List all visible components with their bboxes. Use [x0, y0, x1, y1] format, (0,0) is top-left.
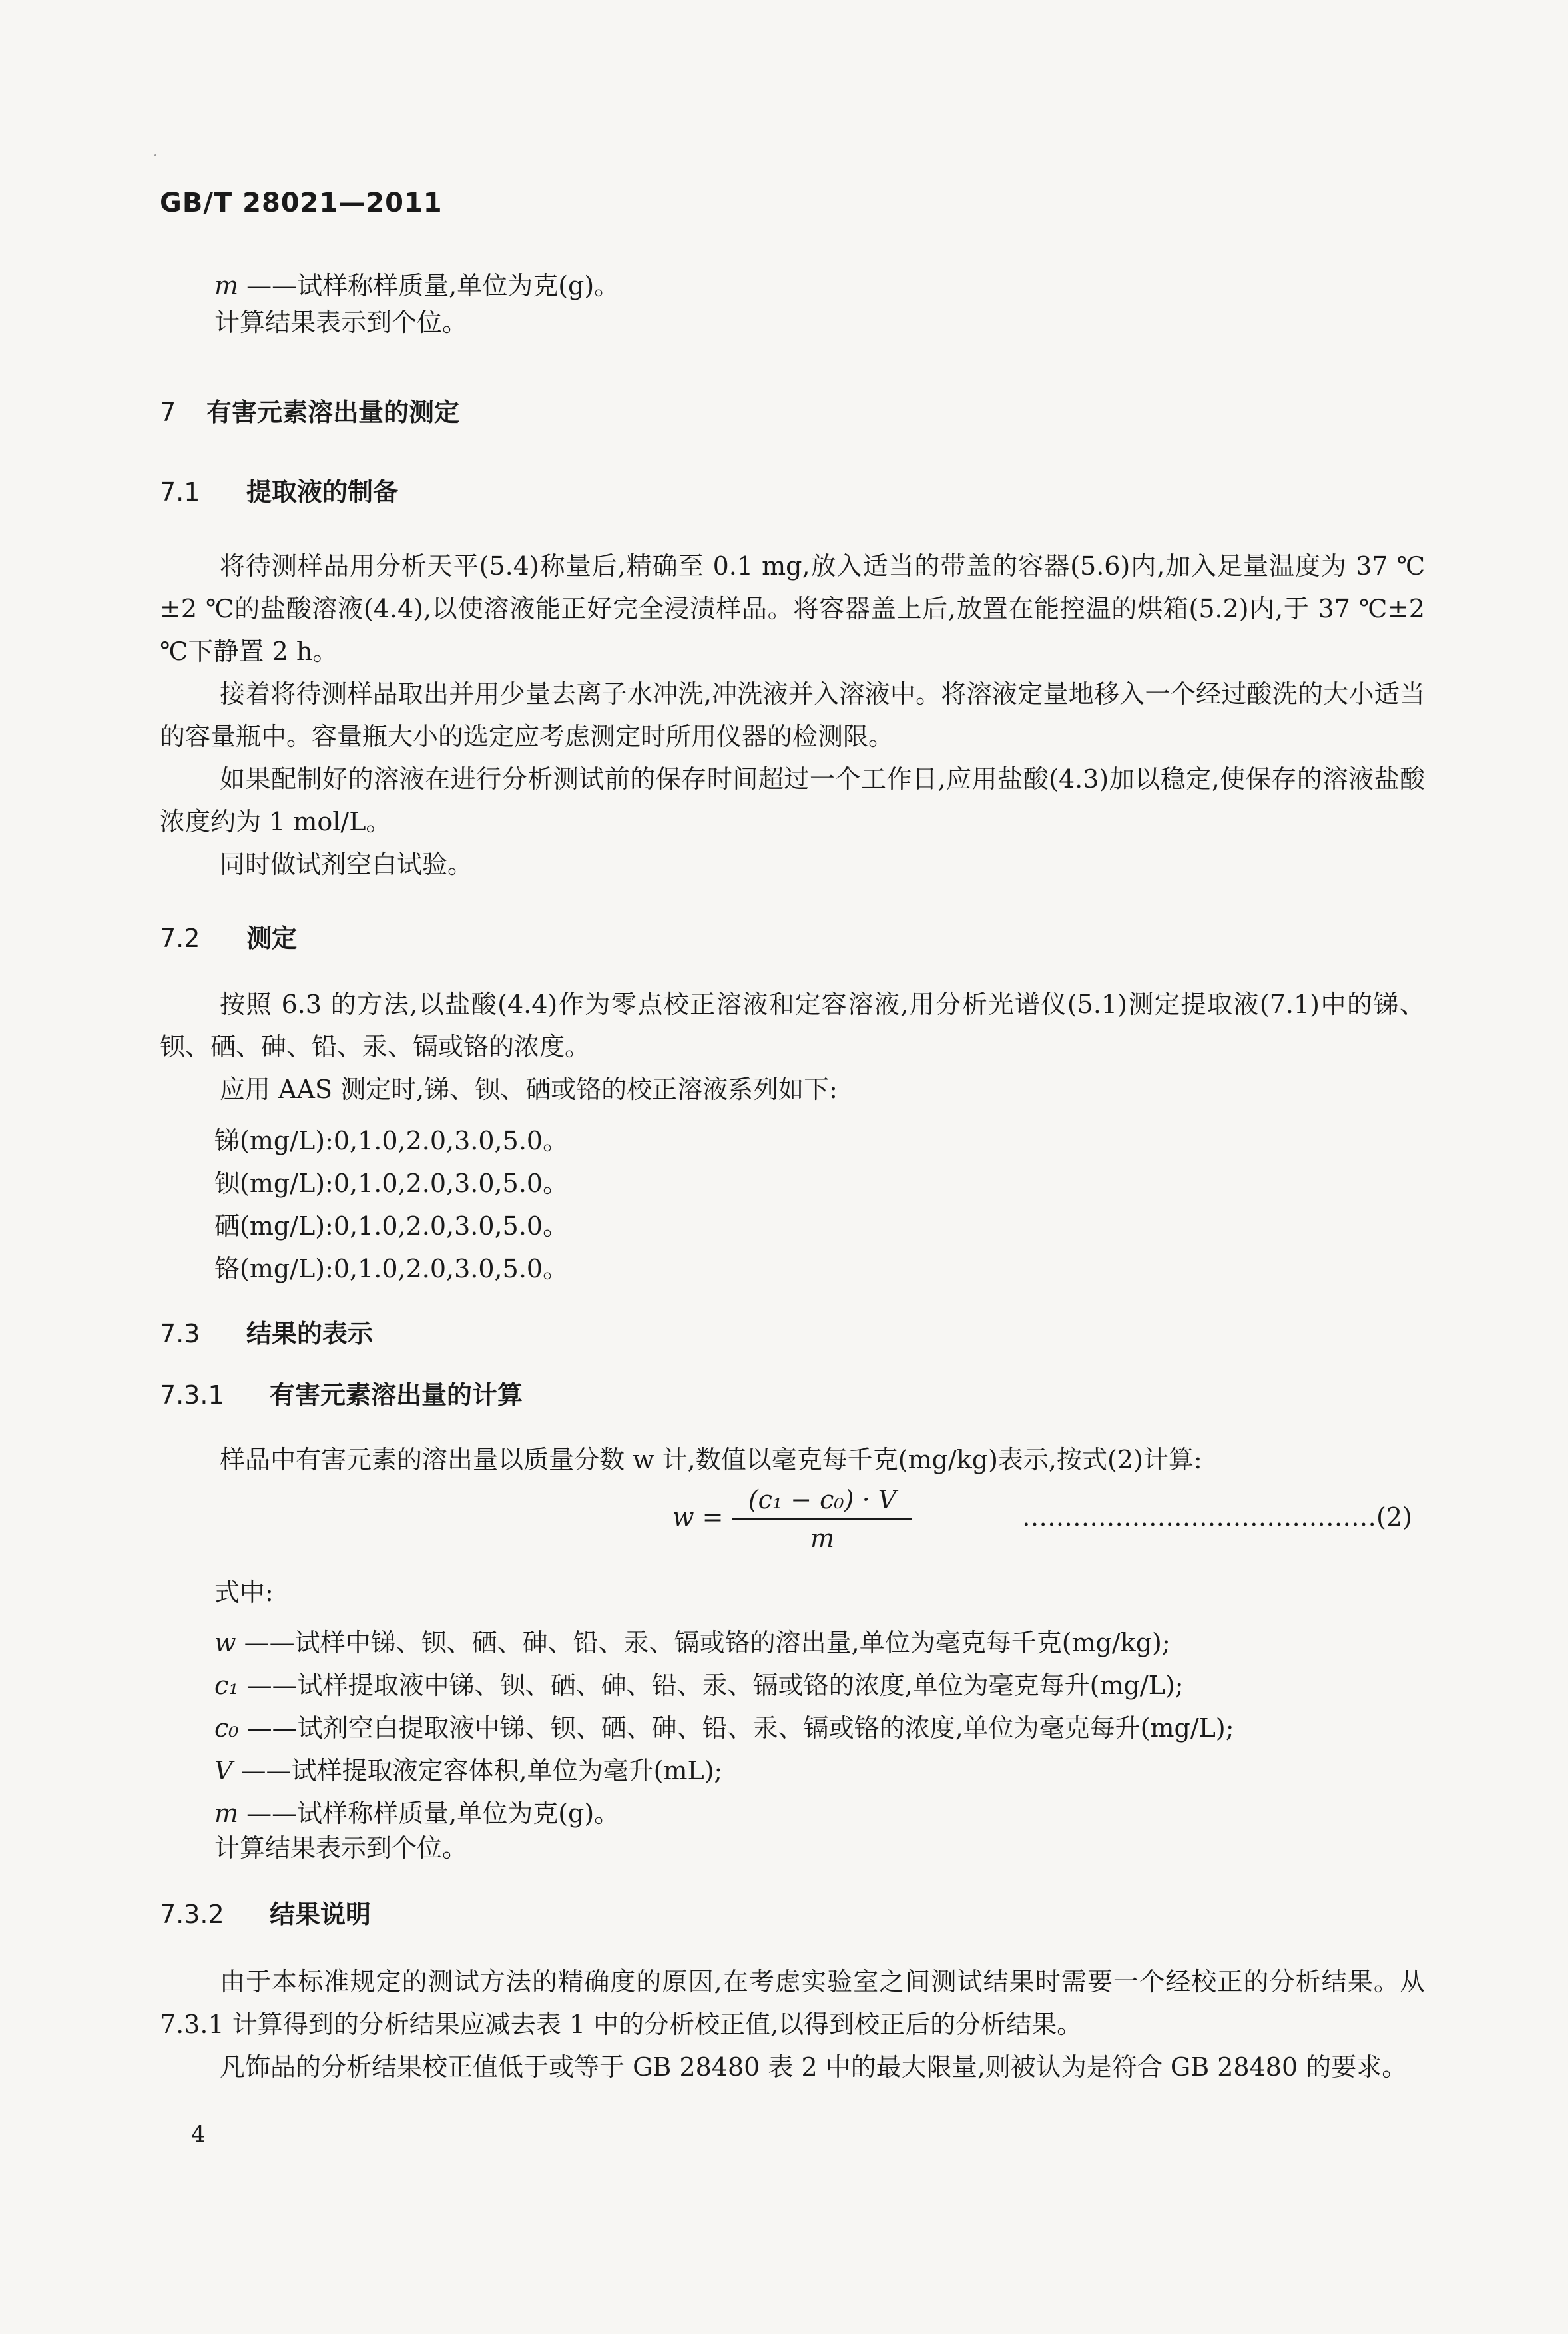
- equation-number: ……………………………………(2): [1022, 1502, 1412, 1532]
- section-title: 有害元素溶出量的测定: [206, 398, 460, 427]
- section-7-3-2-paragraph-2: 凡饰品的分析结果校正值低于或等于 GB 28480 表 2 中的最大限量,则被认为是符合 GB 28480 的要求。: [220, 2052, 1408, 2082]
- calibration-series-selenium: 硒(mg/L):0,1.0,2.0,3.0,5.0。: [214, 1211, 569, 1241]
- fraction-bar: [732, 1518, 912, 1520]
- section-7-2-paragraph-2: 应用 AAS 测定时,锑、钡、硒或铬的校正溶液系列如下:: [220, 1075, 838, 1104]
- definition-symbol: w: [214, 1628, 236, 1657]
- definition-text: ——试剂空白提取液中锑、钡、硒、砷、铅、汞、镉或铬的浓度,单位为毫克每升(mg/L);: [238, 1713, 1234, 1743]
- section-7-2-paragraph-1: 按照 6.3 的方法,以盐酸(4.4)作为零点校正溶液和定容溶液,用分析光谱仪(5.1)测定提取液(7.1)中的锑、钡、硒、砷、铅、汞、镉或铬的浓度。: [160, 990, 1425, 1061]
- page-number: 4: [191, 2121, 206, 2148]
- definition-m-top: [214, 265, 619, 302]
- section-7-3-1-paragraph-1: 样品中有害元素的溶出量以质量分数 w 计,数值以毫克每千克(mg/kg)表示,按式(2)计算:: [220, 1445, 1202, 1474]
- section-7-1-paragraph-3: 如果配制好的溶液在进行分析测试前的保存时间超过一个工作日,应用盐酸(4.3)加以稳定,使保存的溶液盐酸浓度约为 1 mol/L。: [160, 764, 1425, 836]
- section-7-2-heading: [160, 926, 297, 951]
- section-7-3-2-heading: [160, 1902, 371, 1927]
- calibration-series-chromium: 铬(mg/L):0,1.0,2.0,3.0,5.0。: [214, 1254, 569, 1283]
- definition-text: ——试样中锑、钡、硒、砷、铅、汞、镉或铬的溶出量,单位为毫克每千克(mg/kg);: [236, 1628, 1171, 1657]
- section-title: 结果的表示: [246, 1319, 374, 1348]
- section-title: 提取液的制备: [246, 477, 399, 507]
- definition-text: ——试样称样质量,单位为克(g)。: [238, 1799, 620, 1828]
- calibration-series-barium: 钡(mg/L):0,1.0,2.0,3.0,5.0。: [214, 1169, 569, 1198]
- definition-text: ——试样提取液中锑、钡、硒、砷、铅、汞、镉或铬的浓度,单位为毫克每升(mg/L);: [238, 1671, 1184, 1700]
- section-title: 有害元素溶出量的计算: [270, 1380, 523, 1410]
- section-number: 7.3.1: [160, 1380, 224, 1410]
- definition-text: ——试样提取液定容体积,单位为毫升(mL);: [232, 1756, 723, 1785]
- formula-fraction: [732, 1485, 912, 1553]
- definition-symbol: c₁: [214, 1671, 239, 1700]
- definition-c0: [214, 1707, 1234, 1744]
- definition-symbol: m: [214, 271, 239, 300]
- standard-code: GB/T 28021—2011: [160, 188, 443, 218]
- section-title: 测定: [246, 924, 298, 953]
- scan-speck: [154, 154, 156, 156]
- section-number: 7: [160, 398, 176, 427]
- section-7-1-heading: [160, 479, 398, 505]
- section-7-1-paragraph-4: 同时做试剂空白试验。: [220, 850, 473, 879]
- calibration-series-antimony: 锑(mg/L):0,1.0,2.0,3.0,5.0。: [214, 1126, 569, 1155]
- definition-w: [214, 1622, 1171, 1659]
- formula-numerator: (c₁ − c₀) · V: [748, 1485, 897, 1514]
- definition-v: [214, 1750, 722, 1787]
- definition-c1: [214, 1665, 1184, 1701]
- definition-symbol: V: [214, 1756, 233, 1785]
- definition-symbol: m: [214, 1799, 239, 1828]
- section-number: 7.3.2: [160, 1900, 224, 1929]
- section-7-3-1-heading: [160, 1382, 523, 1408]
- section-number: 7.1: [160, 477, 200, 507]
- section-number: 7.2: [160, 924, 200, 953]
- section-7-1-paragraph-2: 接着将待测样品取出并用少量去离子水冲洗,冲洗液并入溶液中。将溶液定量地移入一个经过酸洗的大小适当的容量瓶中。容量瓶大小的选定应考虑测定时所用仪器的检测限。: [160, 679, 1425, 751]
- section-7-3-heading: [160, 1321, 373, 1346]
- section-7-3-2-paragraph-1: 由于本标准规定的测试方法的精确度的原因,在考虑实验室之间测试结果时需要一个经校正的分析结果。从 7.3.1 计算得到的分析结果应减去表 1 中的分析校正值,以得到校正后的分析结果。: [160, 1967, 1425, 2039]
- where-label: 式中:: [214, 1578, 274, 1607]
- section-title: 结果说明: [270, 1900, 372, 1929]
- definition-symbol: c₀: [214, 1713, 239, 1743]
- result-rounding-note: 计算结果表示到个位。: [214, 1833, 468, 1863]
- formula-lhs: w =: [672, 1502, 724, 1532]
- formula-denominator: m: [810, 1524, 835, 1553]
- section-7-1-paragraph-1: 将待测样品用分析天平(5.4)称量后,精确至 0.1 mg,放入适当的带盖的容器(5.6)内,加入足量温度为 37 ℃±2 ℃的盐酸溶液(4.4),以使溶液能正好完全浸渍样品。将容器盖上后,放置在能控温的烘箱(5.2)内,于 37 ℃±2 ℃下静置 2 h。: [160, 551, 1425, 666]
- definition-m: [214, 1793, 619, 1829]
- top-result-note: 计算结果表示到个位。: [214, 308, 468, 337]
- section-number: 7.3: [160, 1319, 200, 1348]
- definition-text: ——试样称样质量,单位为克(g)。: [238, 271, 620, 300]
- section-7-heading: [160, 400, 459, 425]
